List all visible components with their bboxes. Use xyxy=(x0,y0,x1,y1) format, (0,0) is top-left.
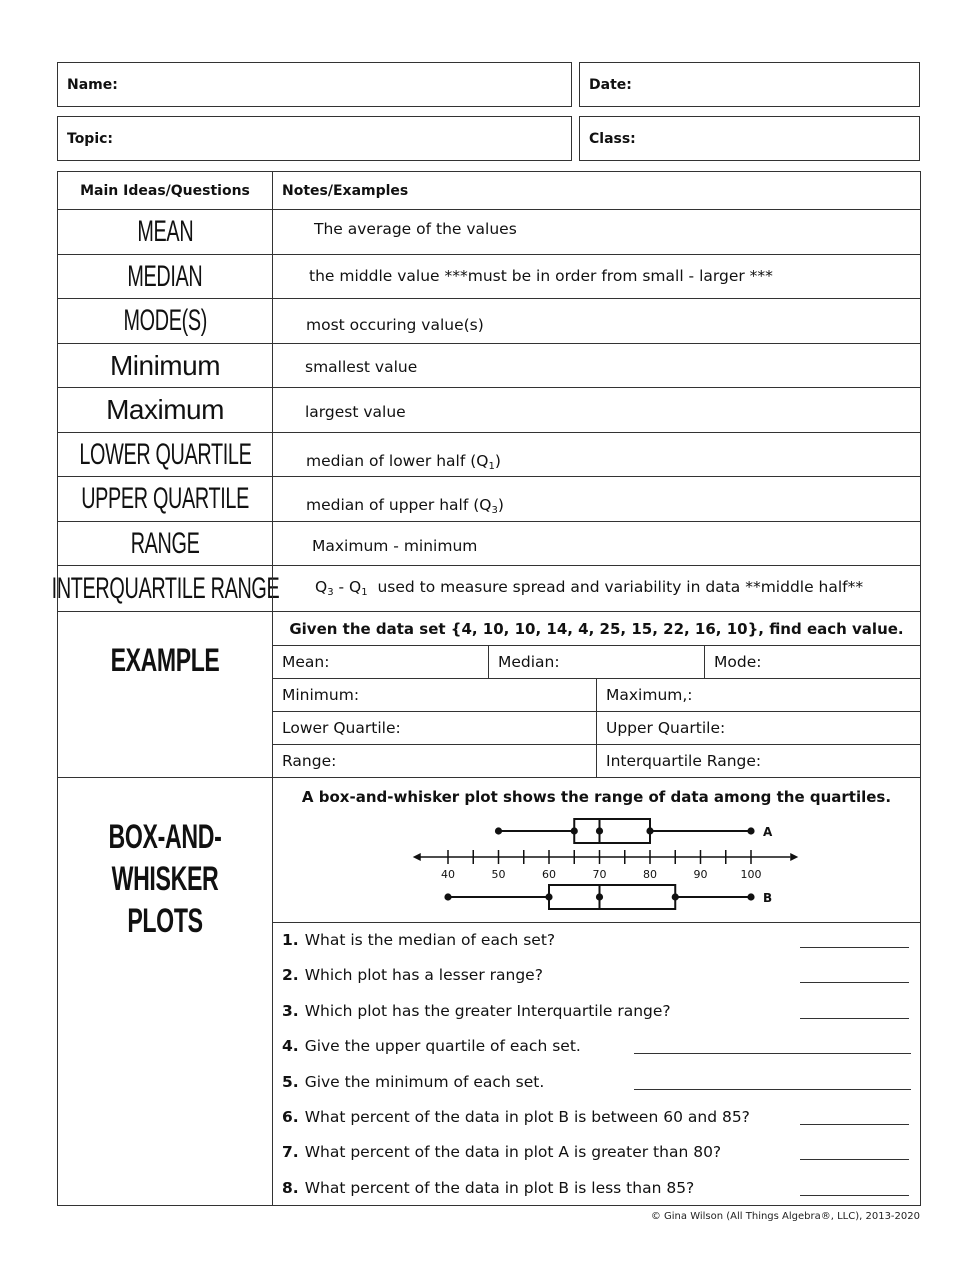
class-field[interactable] xyxy=(579,116,920,161)
box-plot-intro: A box-and-whisker plot shows the range of data among the quartiles. xyxy=(301,788,892,806)
note-text: smallest value xyxy=(305,358,418,376)
range-label: Range: xyxy=(282,752,337,770)
term-cell-2 xyxy=(57,254,273,299)
lower-quartile-label: Lower Quartile: xyxy=(282,719,401,737)
axis-tick-label: 90 xyxy=(693,868,708,881)
median-label: Median: xyxy=(498,653,560,671)
note-text: the middle value ***must be in order from small - larger *** xyxy=(309,267,773,285)
question-5 xyxy=(282,1073,544,1091)
term-label: MEAN xyxy=(137,215,193,248)
box-plot-label-line1: BOX-AND- xyxy=(108,818,222,856)
question-text: What percent of the data in plot B is less than 85? xyxy=(304,1179,695,1197)
term-cell-5 xyxy=(57,387,273,433)
term-cell-6 xyxy=(57,432,273,477)
range-answer[interactable] xyxy=(272,744,597,778)
topic-label: Topic: xyxy=(67,130,114,147)
answer-blank-3[interactable] xyxy=(800,1018,909,1019)
question-text: Which plot has a lesser range? xyxy=(304,966,543,984)
note-cell-4[interactable] xyxy=(272,343,921,388)
answer-blank-7[interactable] xyxy=(800,1159,909,1160)
question-number: 6. xyxy=(282,1108,299,1126)
example-prompt: Given the data set {4, 10, 10, 14, 4, 25, 15, 22, 16, 10}, find each value. xyxy=(272,611,921,646)
term-label: MODE(S) xyxy=(123,304,207,337)
term-label: RANGE xyxy=(130,526,200,560)
upper-quartile-answer[interactable] xyxy=(596,711,921,745)
term-cell-3 xyxy=(57,298,273,344)
date-label: Date: xyxy=(589,76,632,93)
term-label: LOWER QUARTILE xyxy=(78,437,252,471)
question-number: 1. xyxy=(282,931,299,949)
question-text: What is the median of each set? xyxy=(304,931,556,949)
box-plot-label-line2: WHISKER PLOTS xyxy=(111,860,219,940)
note-text: $Q_3 - Q_1$ used to measure spread and variability in data **middle half** xyxy=(315,578,864,598)
answer-blank-4[interactable] xyxy=(634,1053,911,1054)
axis-tick-label: 60 xyxy=(542,868,556,881)
name-label: Name: xyxy=(67,76,118,93)
maximum-label: Maximum,: xyxy=(606,686,693,704)
median-answer[interactable] xyxy=(488,645,705,679)
term-label: Maximum xyxy=(106,394,224,425)
answer-blank-8[interactable] xyxy=(800,1195,909,1196)
question-8 xyxy=(282,1179,694,1197)
question-number: 5. xyxy=(282,1073,299,1091)
example-label: EXAMPLE xyxy=(110,642,220,678)
question-2 xyxy=(282,966,543,984)
note-cell-2[interactable] xyxy=(272,254,921,299)
note-cell-9[interactable] xyxy=(272,565,921,612)
lower-quartile-answer[interactable] xyxy=(272,711,597,745)
question-7 xyxy=(282,1143,721,1161)
mean-label: Mean: xyxy=(282,653,330,671)
minimum-answer[interactable] xyxy=(272,678,597,712)
note-text: Maximum - minimum xyxy=(312,537,478,555)
axis-tick-label: 40 xyxy=(441,868,455,881)
mode-label: Mode: xyxy=(714,653,762,671)
term-label: Minimum xyxy=(109,349,221,381)
term-cell-4 xyxy=(57,343,273,388)
example-label-cell xyxy=(57,611,273,778)
note-text: median of upper half $(Q_3)$ xyxy=(306,496,504,516)
question-text: Give the minimum of each set. xyxy=(304,1073,545,1091)
term-cell-7 xyxy=(57,476,273,522)
note-text: median of lower half $(Q_1)$ xyxy=(306,452,501,472)
question-number: 8. xyxy=(282,1179,299,1197)
question-1 xyxy=(282,931,555,949)
axis-tick-label: 80 xyxy=(643,868,657,881)
note-cell-3[interactable] xyxy=(272,298,921,344)
axis-tick-label: 50 xyxy=(491,868,506,881)
upper-quartile-label: Upper Quartile: xyxy=(606,719,726,737)
term-label: MEDIAN xyxy=(127,259,203,293)
question-number: 3. xyxy=(282,1002,299,1020)
term-label: INTERQUARTILE RANGE xyxy=(51,571,279,605)
name-field[interactable] xyxy=(57,62,572,107)
note-cell-8[interactable] xyxy=(272,521,921,566)
iqr-label: Interquartile Range: xyxy=(606,752,762,770)
note-cell-7[interactable] xyxy=(272,476,921,522)
note-cell-5[interactable] xyxy=(272,387,921,433)
col-header-notes: Notes/Examples xyxy=(272,171,921,210)
question-6 xyxy=(282,1108,750,1126)
copyright-footer: © Gina Wilson (All Things Algebra®, LLC), 2013-2020 xyxy=(650,1211,920,1222)
term-cell-1 xyxy=(57,209,273,255)
note-cell-6[interactable] xyxy=(272,432,921,477)
question-number: 7. xyxy=(282,1143,299,1161)
term-cell-9 xyxy=(51,565,279,612)
answer-blank-2[interactable] xyxy=(800,982,909,983)
axis-tick-label: 100 xyxy=(740,868,762,881)
question-4 xyxy=(282,1037,581,1055)
note-cell-1[interactable] xyxy=(272,209,921,255)
class-label: Class: xyxy=(589,130,636,147)
question-text: What percent of the data in plot A is greater than 80? xyxy=(304,1143,722,1161)
box-plot-label xyxy=(79,816,252,942)
mean-answer[interactable] xyxy=(272,645,489,679)
mode-answer[interactable] xyxy=(704,645,921,679)
term-cell-8 xyxy=(57,521,273,566)
iqr-answer[interactable] xyxy=(596,744,921,778)
question-text: Which plot has the greater Interquartile range? xyxy=(304,1002,671,1020)
minimum-label: Minimum: xyxy=(282,686,360,704)
note-text: largest value xyxy=(305,403,406,421)
plot-b-label: B xyxy=(763,891,773,905)
question-number: 2. xyxy=(282,966,299,984)
plot-a-label: A xyxy=(763,825,773,839)
answer-blank-1[interactable] xyxy=(800,947,909,948)
note-text: most occuring value(s) xyxy=(306,316,484,334)
questions-area xyxy=(272,922,921,1206)
question-number: 4. xyxy=(282,1037,299,1055)
axis-tick-label: 70 xyxy=(592,868,607,881)
col-header-main-ideas: Main Ideas/Questions xyxy=(57,171,273,210)
maximum-answer[interactable] xyxy=(596,678,921,712)
question-text: What percent of the data in plot B is between 60 and 85? xyxy=(304,1108,750,1126)
term-label: UPPER QUARTILE xyxy=(81,482,249,515)
note-text: The average of the values xyxy=(314,220,517,238)
box-plot-label-cell xyxy=(57,777,273,1206)
question-3 xyxy=(282,1002,671,1020)
question-text: Give the upper quartile of each set. xyxy=(304,1037,581,1055)
answer-blank-5[interactable] xyxy=(634,1089,911,1090)
answer-blank-6[interactable] xyxy=(800,1124,909,1125)
topic-field[interactable] xyxy=(57,116,572,161)
date-field[interactable] xyxy=(579,62,920,107)
box-plot-area xyxy=(272,777,921,923)
